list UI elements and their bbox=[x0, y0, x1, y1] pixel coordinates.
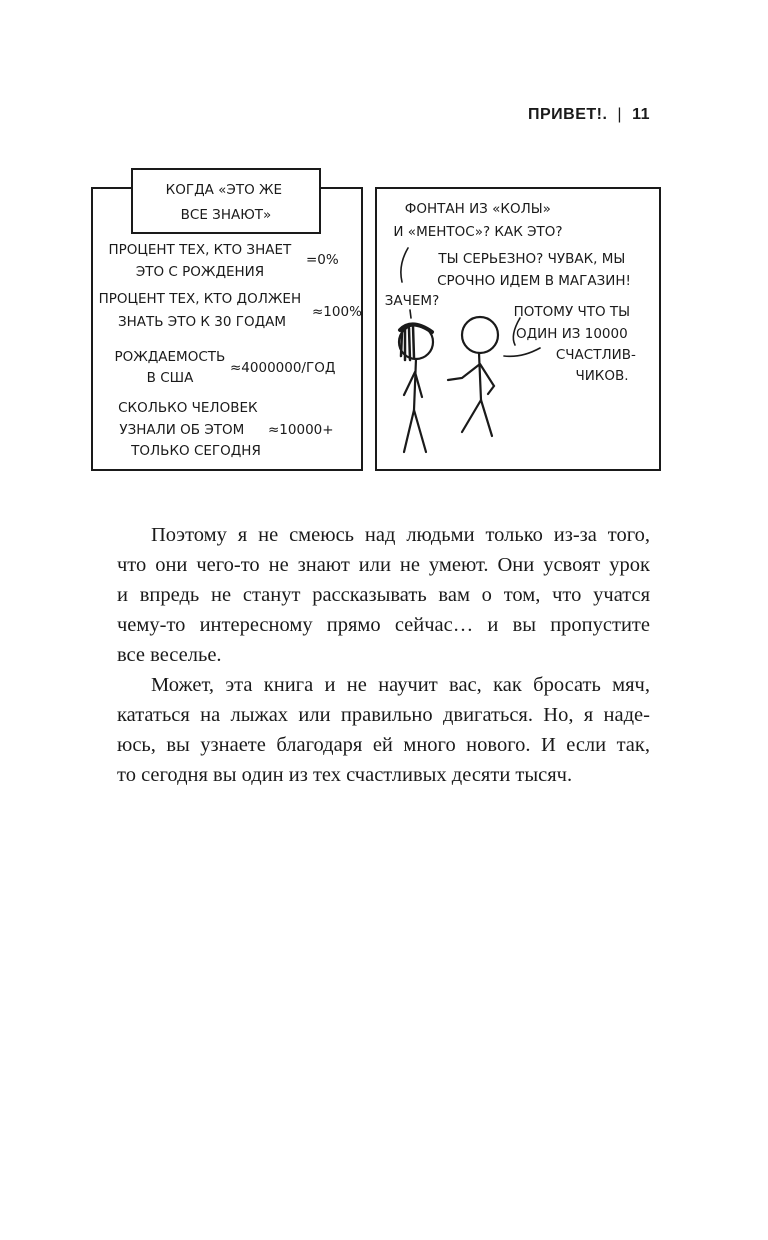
stat-value: =0% bbox=[306, 252, 339, 268]
speech-line: СЧАСТЛИВ- bbox=[555, 347, 636, 363]
paragraph bbox=[117, 670, 650, 790]
header-separator: | bbox=[617, 106, 623, 123]
stat-label-line: РОЖДАЕМОСТЬ bbox=[114, 349, 226, 365]
text-line: Может, эта книга и не научит вас, как бросать мяч, bbox=[151, 674, 650, 696]
stat-label bbox=[99, 291, 306, 330]
chapter-title: ПРИВЕТ!. bbox=[527, 106, 608, 123]
speech-line: ТЫ СЕРЬЕЗНО? ЧУВАК, МЫ bbox=[438, 251, 626, 267]
speech-line: ОДИН ИЗ 10000 bbox=[515, 326, 628, 342]
stat-label-line: ЗНАТЬ ЭТО К 30 ГОДАМ bbox=[117, 314, 287, 330]
text-line: что они чего-то не знают или не умеют. Они усвоят урок bbox=[117, 554, 650, 576]
stat-label bbox=[118, 400, 262, 459]
stat-label-line: ТОЛЬКО СЕГОДНЯ bbox=[131, 443, 261, 459]
text-line: кататься на лыжах или правильно двигаться. Но, я наде- bbox=[117, 704, 650, 726]
paragraph bbox=[117, 520, 650, 670]
text-line: Поэтому я не смеюсь над людьми только из-за того, bbox=[151, 524, 650, 546]
page-number: 11 bbox=[632, 106, 650, 123]
stick-figure-with-hair bbox=[399, 324, 433, 452]
stat-value: ≈10000+ bbox=[268, 422, 334, 438]
text-line: все веселье. bbox=[117, 644, 222, 666]
stat-label-line: СКОЛЬКО ЧЕЛОВЕК bbox=[118, 400, 258, 416]
body-text bbox=[117, 520, 650, 790]
stat-label-line: УЗНАЛИ ОБ ЭТОМ bbox=[119, 422, 245, 438]
left-title-line: КОГДА «ЭТО ЖЕ bbox=[165, 182, 283, 198]
stat-value: ≈4000000/ГОД bbox=[230, 360, 336, 376]
stat-label bbox=[114, 349, 229, 386]
left-title-line: ВСЕ ЗНАЮТ» bbox=[180, 207, 272, 223]
speech-tail bbox=[410, 310, 411, 318]
speech-line: ФОНТАН ИЗ «КОЛЫ» bbox=[404, 201, 551, 217]
speech-bubble-3 bbox=[385, 293, 440, 309]
speech-tail bbox=[504, 348, 540, 356]
stat-label bbox=[108, 242, 295, 280]
stat-label-line: ЭТО С РОЖДЕНИЯ bbox=[135, 264, 265, 280]
speech-line: И «МЕНТОС»? КАК ЭТО? bbox=[393, 224, 563, 240]
stat-label-line: В США bbox=[146, 370, 194, 386]
speech-line: ЧИКОВ. bbox=[575, 368, 629, 384]
stat-value: ≈100% bbox=[312, 304, 362, 320]
speech-line: ПОТОМУ ЧТО ТЫ bbox=[513, 304, 631, 320]
speech-tail bbox=[401, 248, 408, 282]
speech-bubble-2 bbox=[437, 251, 631, 289]
speech-line: СРОЧНО ИДЕМ В МАГАЗИН! bbox=[437, 273, 631, 289]
speech-bubble-1 bbox=[393, 201, 562, 240]
stick-figure-plain bbox=[448, 317, 498, 436]
speech-line: ЗАЧЕМ? bbox=[384, 293, 440, 309]
speech-bubble-4 bbox=[514, 304, 640, 384]
text-line: юсь, вы узнаете благодаря ей много нового. И если так, bbox=[117, 734, 650, 756]
text-line: то сегодня вы один из тех счастливых десяти тысяч. bbox=[117, 764, 573, 786]
left-panel-title-box bbox=[132, 169, 320, 233]
text-line: и впредь не станут рассказывать вам о том, что учатся bbox=[117, 584, 650, 606]
stat-label-line: ПРОЦЕНТ ТЕХ, КТО ДОЛЖЕН bbox=[98, 291, 302, 307]
comic-strip bbox=[0, 0, 768, 480]
stat-label-line: ПРОЦЕНТ ТЕХ, КТО ЗНАЕТ bbox=[108, 242, 292, 258]
text-line: чему-то интересному прямо сейчас… и вы пропустите bbox=[117, 614, 650, 636]
